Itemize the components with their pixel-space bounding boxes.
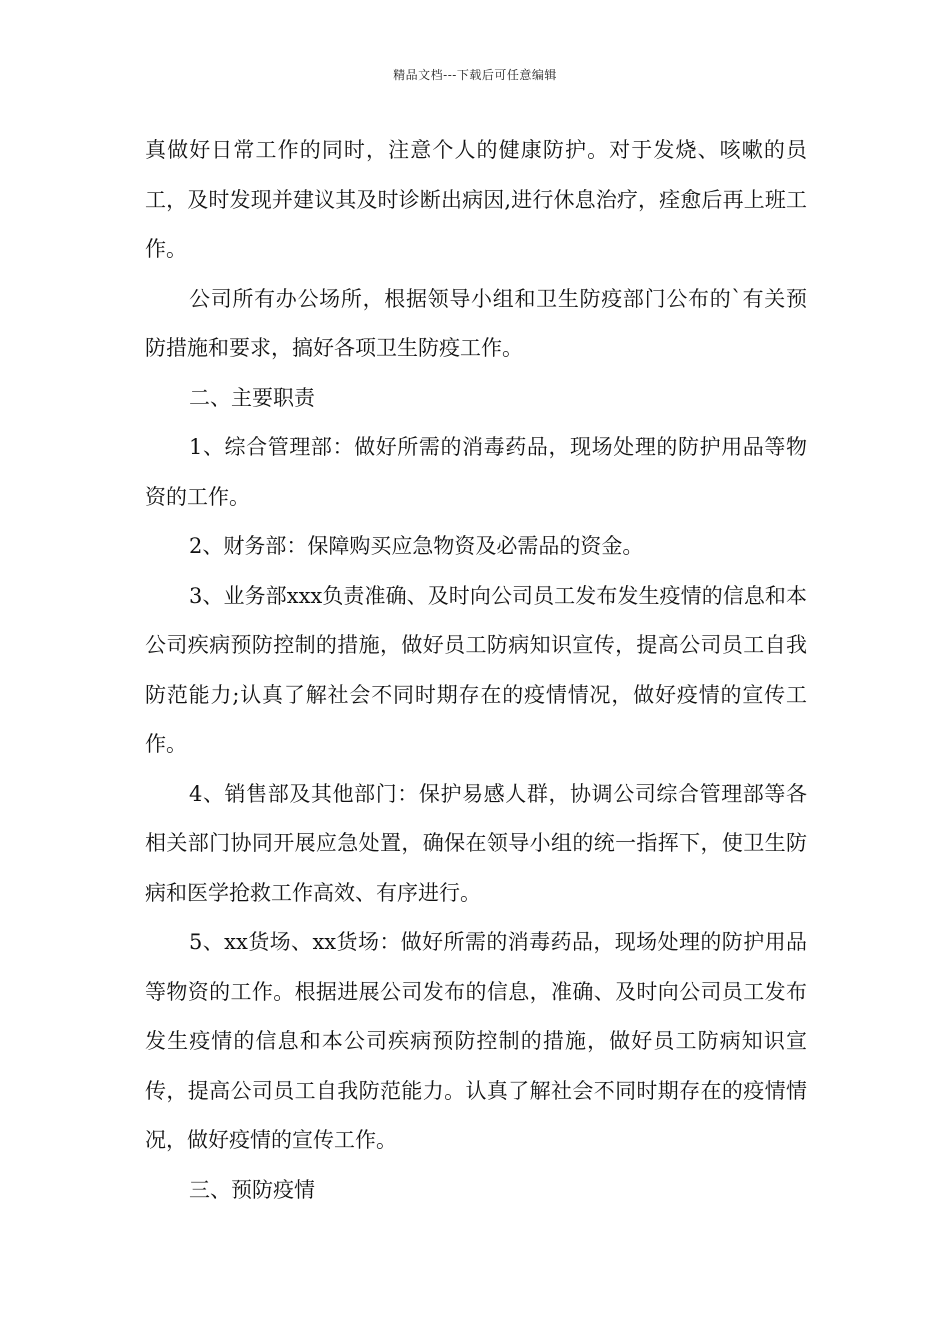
paragraph-item-4: 4、销售部及其他部门：保护易感人群，协调公司综合管理部等各相关部门协同开展应急处置，确保在领导小组的统一指挥下，使卫生防病和医学抢救工作高效、有序进行。 xyxy=(145,781,807,905)
paragraph-item-2: 2、财务部：保障购买应急物资及必需品的资金。 xyxy=(189,534,644,558)
section-heading-prevention: 三、预防疫情 xyxy=(189,1177,315,1202)
paragraph-office-measures: 公司所有办公场所，根据领导小组和卫生防疫部门公布的`有关预防措施和要求，搞好各项卫生防疫工作。 xyxy=(145,286,807,360)
document-body xyxy=(145,126,807,1215)
paragraph-item-5: 5、xx货场、xx货场：做好所需的消毒药品，现场处理的防护用品等物资的工作。根据进展公司发布的信息，准确、及时向公司员工发布发生疫情的信息和本公司疾病预防控制的措施，做好员工防病知识宣传，提高公司员工自我防范能力。认真了解社会不同时期存在的疫情情况，做好疫情的宣传工作。 xyxy=(145,930,807,1152)
paragraph-continuation: 真做好日常工作的同时，注意个人的健康防护。对于发烧、咳嗽的员工，及时发现并建议其及时诊断出病因,进行休息治疗，痊愈后再上班工作。 xyxy=(145,138,807,261)
page-header: 精品文档---下载后可任意编辑 xyxy=(393,68,557,82)
paragraph-item-1: 1、综合管理部：做好所需的消毒药品，现场处理的防护用品等物资的工作。 xyxy=(145,435,807,509)
paragraph-item-3: 3、业务部xxx负责准确、及时向公司员工发布发生疫情的信息和本公司疾病预防控制的措施，做好员工防病知识宣传，提高公司员工自我防范能力;认真了解社会不同时期存在的疫情情况，做好疫情的宣传工作。 xyxy=(145,583,807,756)
section-heading-responsibilities: 二、主要职责 xyxy=(189,385,315,410)
